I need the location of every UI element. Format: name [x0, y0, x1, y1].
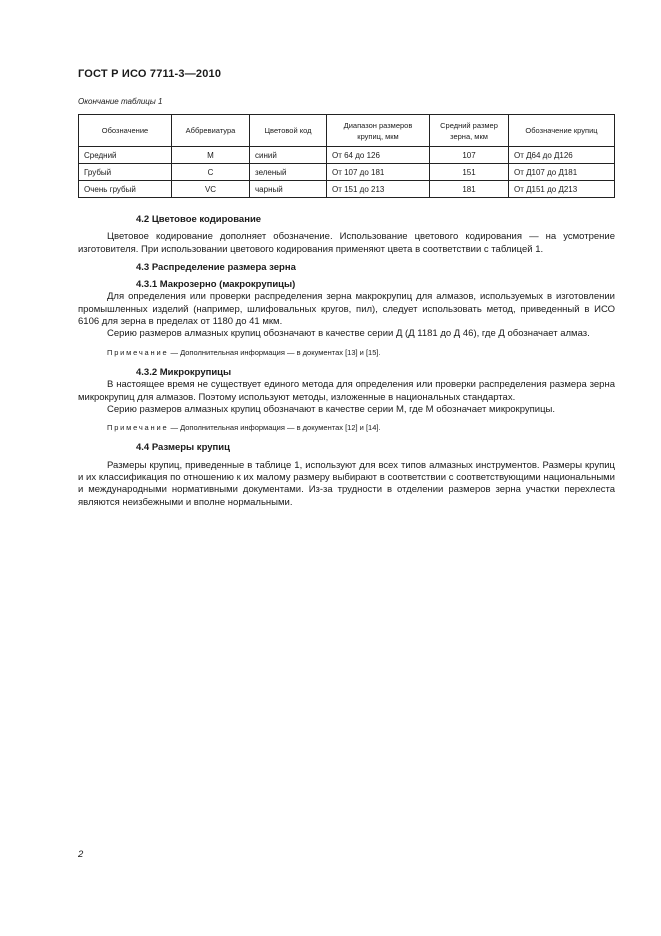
table-cell: M [172, 147, 250, 164]
table-cell: От 151 до 213 [327, 181, 430, 198]
table-cell: 107 [430, 147, 509, 164]
table-cell: Средний [79, 147, 172, 164]
table-cell: чарный [250, 181, 327, 198]
note-label: Примечание [107, 423, 169, 433]
section-heading: 4.4 Размеры крупиц [136, 442, 230, 454]
note-text: — Дополнительная информация — в документах [12] и [14]. [168, 423, 381, 433]
document-header: ГОСТ Р ИСО 7711-3—2010 [78, 68, 222, 80]
table-row [79, 147, 615, 164]
table-cell: VC [172, 181, 250, 198]
grain-size-table [78, 114, 615, 198]
paragraph: Серию размеров алмазных крупиц обозначают в качестве серии М, где М обозначает микрокрупицы. [107, 403, 555, 415]
table-cell: От 64 до 126 [327, 147, 430, 164]
section-heading: 4.2 Цветовое кодирование [136, 214, 262, 225]
column-header: Обозначение [79, 115, 172, 147]
table-cell: 181 [430, 181, 509, 198]
subsection-heading: 4.3.2 Микрокрупицы [136, 366, 232, 378]
paragraph: Цветовое кодирование дополняет обозначение. Использование цветового кодирования — на усмотрение изготовителя. При использовании цветового кодирования применяют цвета в соответствии с таблицей 1. [78, 231, 615, 255]
column-header: Цветовой код [250, 115, 327, 147]
table-cell: 151 [430, 164, 509, 181]
paragraph: Серию размеров алмазных крупиц обозначают в качестве серии Д (Д 1181 до Д 46), где Д обозначает алмаз. [107, 328, 590, 340]
note [78, 347, 615, 359]
note-text: — Дополнительная информация — в документах [13] и [15]. [168, 347, 381, 357]
column-header: Средний размер зерна, мкм [430, 115, 509, 147]
section-heading: 4.3 Распределение размера зерна [136, 261, 296, 273]
note [78, 422, 615, 434]
paragraph: Размеры крупиц, приведенные в таблице 1, используют для всех типов алмазных инструментов. Размеры крупиц и их классификация по отношению к их малому размеру выбирают в соответствии с соответствующими национальными и международными нормативными документами. Из-за трудности в отделении размеров зерна участки перехлеста являются неизбежными и вполне нормальными. [78, 459, 615, 508]
table-cell: C [172, 164, 250, 181]
table-cell: Очень грубый [79, 181, 172, 198]
table-cell: От Д64 до Д126 [509, 147, 615, 164]
table-cell: зеленый [250, 164, 327, 181]
page-number: 2 [78, 849, 84, 860]
column-header: Аббревиатура [172, 115, 250, 147]
column-header: Диапазон размеров крупиц, мкм [327, 115, 430, 147]
table-cell: Грубый [79, 164, 172, 181]
table-row [79, 181, 615, 198]
table-cell: От Д151 до Д213 [509, 181, 615, 198]
table-cell: синий [250, 147, 327, 164]
subsection-heading: 4.3.1 Макрозерно (макрокрупицы) [136, 279, 296, 291]
column-header: Обозначение крупиц [509, 115, 615, 147]
table-caption: Окончание таблицы 1 [78, 97, 163, 106]
paragraph: В настоящее время не существует единого метода для определения или проверки распределения размера зерна микрокрупиц для алмазов. Поэтому используют методы, изложенные в национальных стандартах. [78, 379, 615, 403]
note-label: Примечание [107, 347, 169, 357]
table-row [79, 164, 615, 181]
table-cell: От 107 до 181 [327, 164, 430, 181]
table-header-row [79, 115, 615, 147]
body-text [78, 214, 615, 509]
paragraph: Для определения или проверки распределения зерна макрокрупиц для алмазов, используемых в изготовлении промышленных изделий (например, шлифовальных кругов, пил), следует использовать метод, приведенный в ИСО 6106 для зерна в пределах от 1180 до 41 мкм. [78, 291, 615, 328]
table-cell: От Д107 до Д181 [509, 164, 615, 181]
